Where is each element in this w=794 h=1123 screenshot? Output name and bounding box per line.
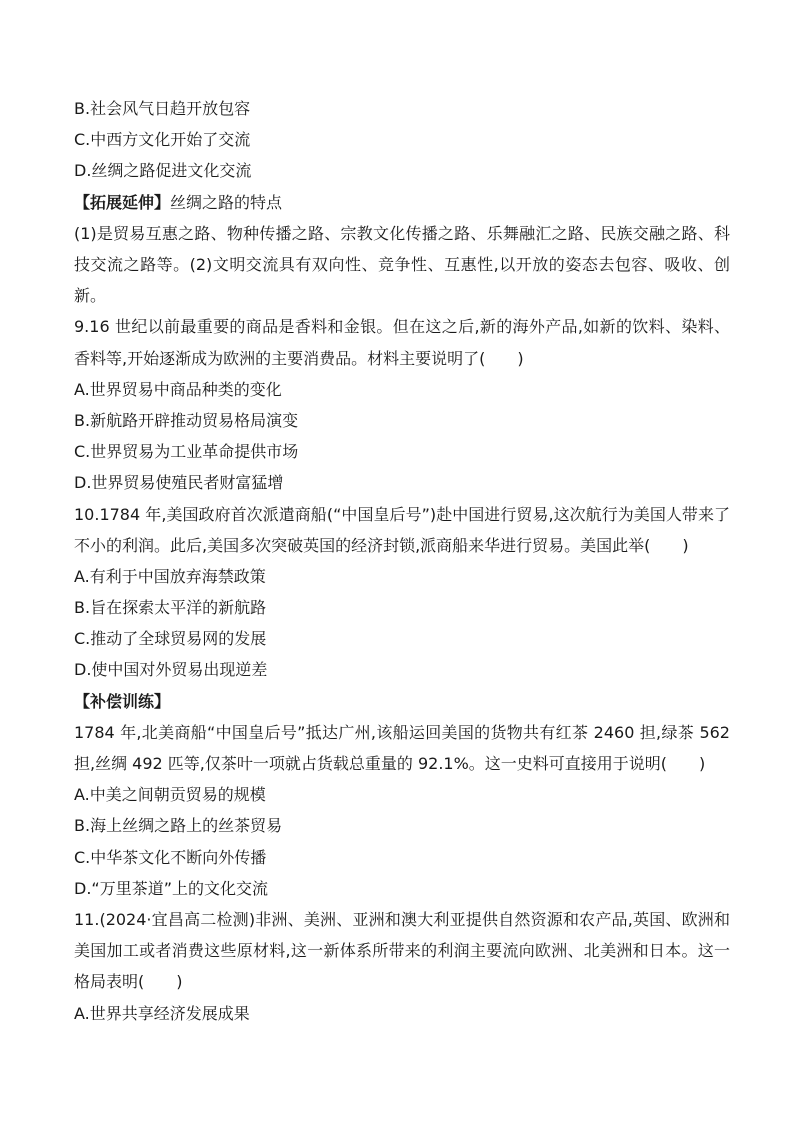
compensation-stem: 1784 年,北美商船“中国皇后号”抵达广州,该船运回美国的货物共有红茶 2460 担,绿茶 562担,丝绸 492 匹等,仅茶叶一项就占货载总重量的 92.1%。这一史料可直接用于说明( ) [74,722,730,774]
q10-option-d: D.使中国对外贸易出现逆差 [74,660,268,680]
q9-option-c: C.世界贸易为工业革命提供市场 [74,442,299,462]
q11-option-a: A.世界共享经济发展成果 [74,1003,250,1023]
q9-option-b: B.新航路开辟推动贸易格局演变 [74,410,299,430]
extension-title: 丝绸之路的特点 [170,192,283,212]
compensation-option-d: D.“万里茶道”上的文化交流 [74,878,268,898]
q10-option-c: C.推动了全球贸易网的发展 [74,629,267,649]
extension-body: (1)是贸易互惠之路、物种传播之路、宗教文化传播之路、乐舞融汇之路、民族交融之路、科技交流之路等。(2)文明交流具有双向性、竞争性、互惠性,以开放的姿态去包容、吸收、创新。 [74,223,730,306]
extension-label: 【拓展延伸】 [74,192,171,212]
q11-stem: 11.(2024·宜昌高二检测)非洲、美洲、亚洲和澳大利亚提供自然资源和农产品,英国、欧洲和美国加工或者消费这些原材料,这一新体系所带来的利润主要流向欧洲、北美洲和日本。这一格局表明( ) [74,910,730,992]
compensation-heading [74,686,730,717]
compensation-option-b: B.海上丝绸之路上的丝茶贸易 [74,816,283,836]
q10-option-a: A.有利于中国放弃海禁政策 [74,566,266,586]
compensation-option-c: C.中华茶文化不断向外传播 [74,847,267,867]
q9-option-a: A.世界贸易中商品种类的变化 [74,379,282,399]
q9-stem: 9.16 世纪以前最重要的商品是香料和金银。但在这之后,新的海外产品,如新的饮料、染料、香料等,开始逐渐成为欧洲的主要消费品。材料主要说明了( ) [74,317,730,368]
compensation-label: 【补偿训练】 [74,691,171,711]
q9-option-d: D.世界贸易使殖民者财富猛增 [74,473,284,493]
compensation-option-a: A.中美之间朝贡贸易的规模 [74,785,266,805]
extension-heading [74,187,730,218]
q8-option-c: C.中西方文化开始了交流 [74,130,251,150]
q10-stem: 10.1784 年,美国政府首次派遣商船(“中国皇后号”)赴中国进行贸易,这次航行为美国人带来了不小的利润。此后,美国多次突破英国的经济封锁,派商船来华进行贸易。美国此举( ) [74,504,730,555]
document-page [74,93,730,1029]
q8-option-d: D.丝绸之路促进文化交流 [74,161,252,181]
q8-option-b: B.社会风气日趋开放包容 [74,99,251,118]
q10-option-b: B.旨在探索太平洋的新航路 [74,598,267,618]
